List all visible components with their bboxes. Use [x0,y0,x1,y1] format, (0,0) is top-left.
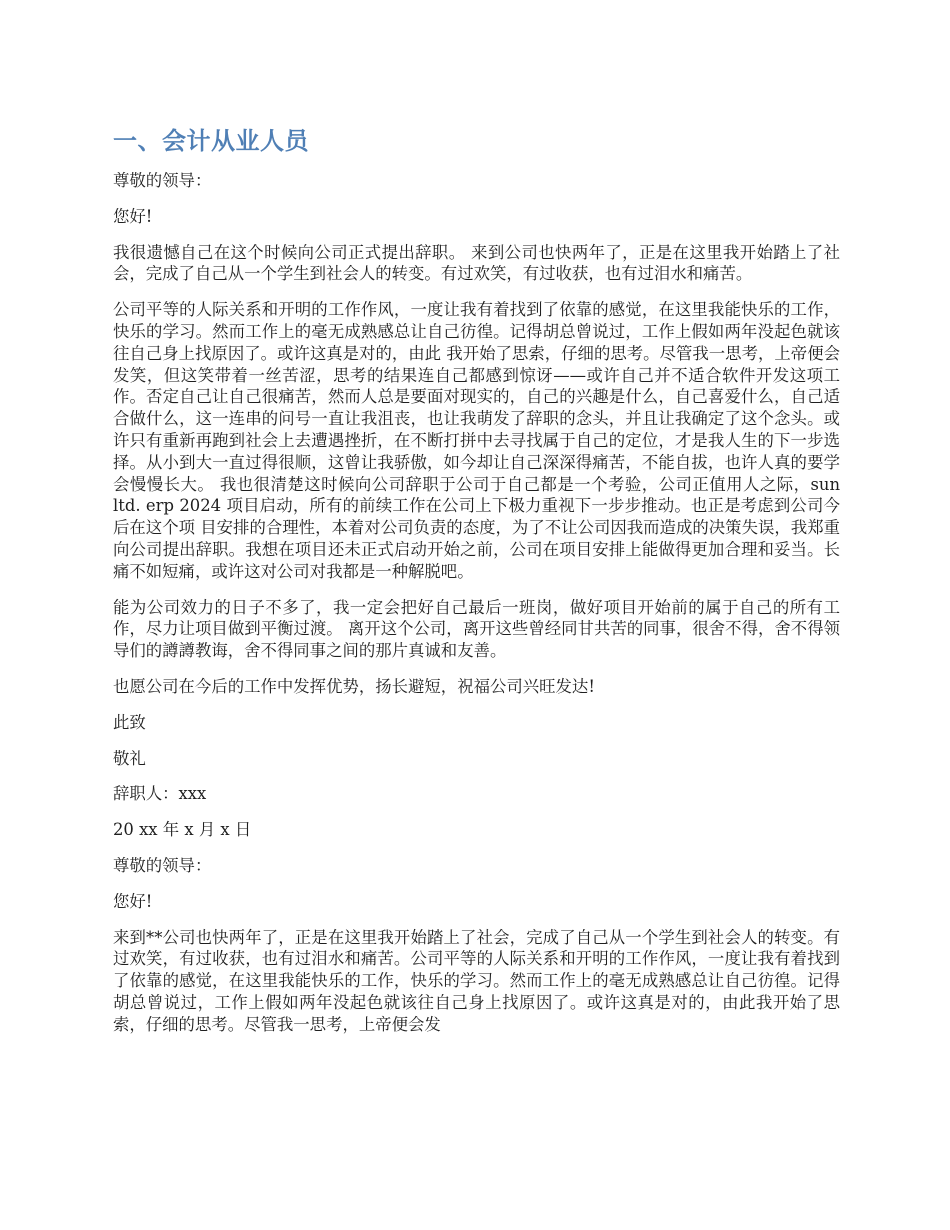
salutation: 尊敬的领导： [113,171,212,190]
body-paragraph-2: 来到**公司也快两年了，正是在这里我开始踏上了社会，完成了自己从一个学生到社会人的转变。有过欢笑，有过收获，也有过泪水和痛苦。公司平等的人际关系和开明的工作作风，一度让我有着找到了依靠的感觉，在这里我能快乐的工作，快乐的学习。然而工作上的毫无成熟感总让自己彷徨。记得胡总曾说过，工作上假如两年没起色就该往自己身上找原因了。或许这真是对的，由此我开始了思索，仔细的思考。尽管我一思考，上帝便会发 [113,927,840,1034]
signature-line: 辞职人：xxx [113,784,207,804]
document-page [113,124,840,1050]
closing-cizhi: 此致 [113,712,146,732]
body-paragraph-main: 公司平等的人际关系和开明的工作作风，一度让我有着找到了依靠的感觉，在这里我能快乐的工作，快乐的学习。然而工作上的毫无成熟感总让自己彷徨。记得胡总曾说过，工作上假如两年没起色就该往自己身上找原因了。或许这真是对的，由此 我开始了思索，仔细的思考。尽管我一思考，上帝便会发笑，但这笑带着一丝苦涩，思考的结果连自己都感到惊讶——或许自己并不适合软件开发这项工作。否定自己让自己很痛苦，然而人总是要面对现实的，自己的兴趣是什么，自己喜爱什么，自己适合做什么，这一连串的问号一直让我沮丧，也让我萌发了辞职的念头，并且让我确定了这个念头。或许只有重新再跑到社会上去遭遇挫折，在不断打拼中去寻找属于自己的定位，才是我人生的下一步选择。从小到大一直过得很顺，这曾让我骄傲，如今却让自己深深得痛苦，不能自拔，也许人真的要学会慢慢长大。 我也很清楚这时候向公司辞职于公司于自己都是一个考验，公司正值用人之际，sun ltd. erp 2024 项目启动，所有的前续工作在公司上下极力重视下一步步推动。也正是考虑到公司今后在这个项 目安排的合理性，本着对公司负责的态度，为了不让公司因我而造成的决策失误，我郑重向公司提出辞职。我想在项目还未正式启动开始之前，公司在项目安排上能做得更加合理和妥当。长痛不如短痛，或许这对公司对我都是一种解脱吧。 [113,300,840,581]
greeting-2: 您好! [113,891,153,911]
section-heading: 一、会计从业人员 [113,127,309,155]
body-paragraph-wishes: 也愿公司在今后的工作中发挥优势，扬长避短，祝福公司兴旺发达! [113,676,595,696]
salutation-2: 尊敬的领导： [113,855,212,875]
greeting: 您好! [113,206,153,226]
date-line: 20 xx 年 x 月 x 日 [113,820,252,840]
body-paragraph-handover: 能为公司效力的日子不多了，我一定会把好自己最后一班岗，做好项目开始前的属于自己的所有工作，尽力让项目做到平衡过渡。 离开这个公司，离开这些曾经同甘共苦的同事，很舍不得，舍不得领导们的譐譐教诲，舍不得同事之间的那片真诚和友善。 [113,597,840,661]
closing-jingli: 敬礼 [113,748,146,768]
body-paragraph-intro: 我很遗憾自己在这个时候向公司正式提出辞职。 来到公司也快两年了，正是在这里我开始踏上了社会，完成了自己从一个学生到社会人的转变。有过欢笑，有过收获，也有过泪水和痛苦。 [113,242,840,284]
